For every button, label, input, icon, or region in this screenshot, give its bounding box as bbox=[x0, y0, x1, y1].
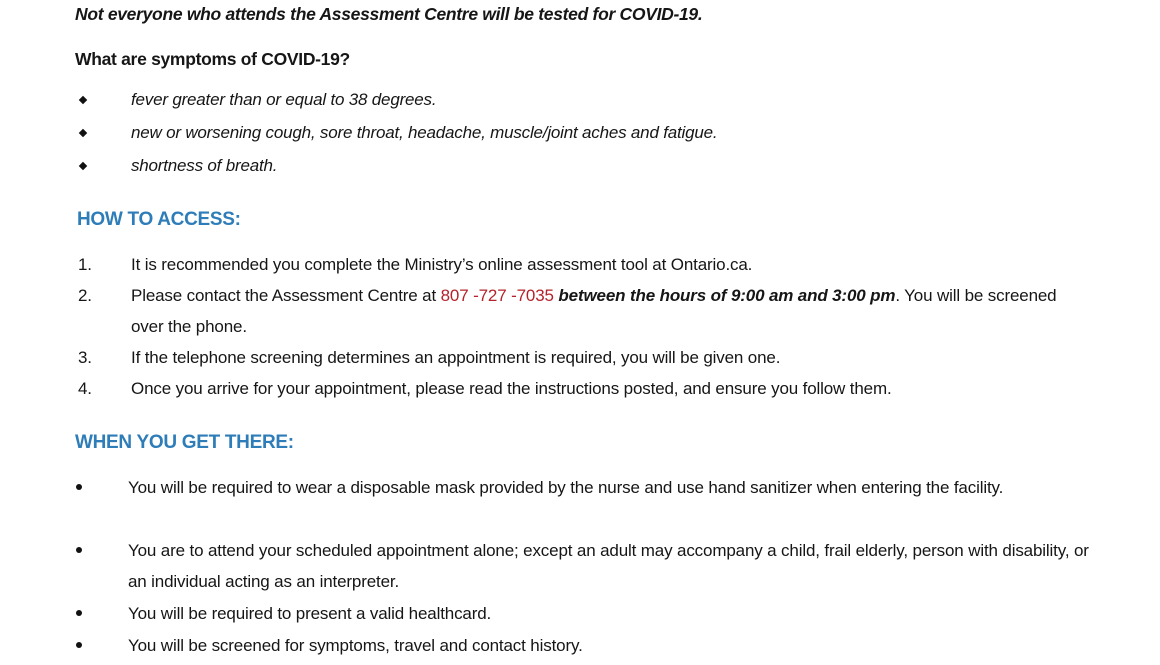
bullet-dot-icon bbox=[76, 547, 82, 553]
intro-note: Not everyone who attends the Assessment Centre will be tested for COVID-19. bbox=[75, 4, 703, 24]
rule-text: You will be required to wear a disposable mask provided by the nurse and use hand sanitizer when entering the facility. bbox=[128, 478, 1004, 497]
rule-text: You are to attend your scheduled appointment alone; except an adult may accompany a child, frail elderly, person with disability, or an individual acting as an interpreter. bbox=[128, 541, 1089, 591]
when-you-get-there-heading: WHEN YOU GET THERE: bbox=[75, 432, 294, 453]
symptom-text: shortness of breath. bbox=[131, 156, 278, 175]
step-text-tail: . You will be screened over the phone. bbox=[131, 286, 1057, 336]
bullet-dot-icon bbox=[76, 610, 82, 616]
diamond-bullet-icon bbox=[79, 96, 87, 104]
step-number: 4. bbox=[78, 379, 92, 398]
step-number: 1. bbox=[78, 255, 92, 274]
step-text bbox=[131, 280, 1091, 342]
step-number: 2. bbox=[78, 286, 92, 305]
diamond-bullet-icon bbox=[79, 129, 87, 137]
step-text: If the telephone screening determines an appointment is required, you will be given one. bbox=[131, 348, 781, 367]
how-to-access-heading: HOW TO ACCESS: bbox=[77, 209, 241, 230]
step-text-lead: Please contact the Assessment Centre at bbox=[131, 286, 441, 305]
hours-text: between the hours of 9:00 am and 3:00 pm bbox=[553, 286, 896, 305]
step-number: 3. bbox=[78, 348, 92, 367]
step-text: It is recommended you complete the Ministry’s online assessment tool at Ontario.ca. bbox=[131, 255, 753, 274]
symptom-text: new or worsening cough, sore throat, headache, muscle/joint aches and fatigue. bbox=[131, 123, 718, 142]
rule-text: You will be required to present a valid healthcard. bbox=[128, 604, 492, 623]
symptoms-heading: What are symptoms of COVID-19? bbox=[75, 49, 350, 69]
phone-number: 807 -727 -7035 bbox=[440, 286, 554, 305]
rule-text: You will be screened for symptoms, travel and contact history. bbox=[128, 636, 583, 655]
step-text: Once you arrive for your appointment, please read the instructions posted, and ensure you follow them. bbox=[131, 379, 892, 398]
symptom-text: fever greater than or equal to 38 degrees. bbox=[131, 90, 437, 109]
bullet-dot-icon bbox=[76, 642, 82, 648]
diamond-bullet-icon bbox=[79, 162, 87, 170]
bullet-dot-icon bbox=[76, 484, 82, 490]
